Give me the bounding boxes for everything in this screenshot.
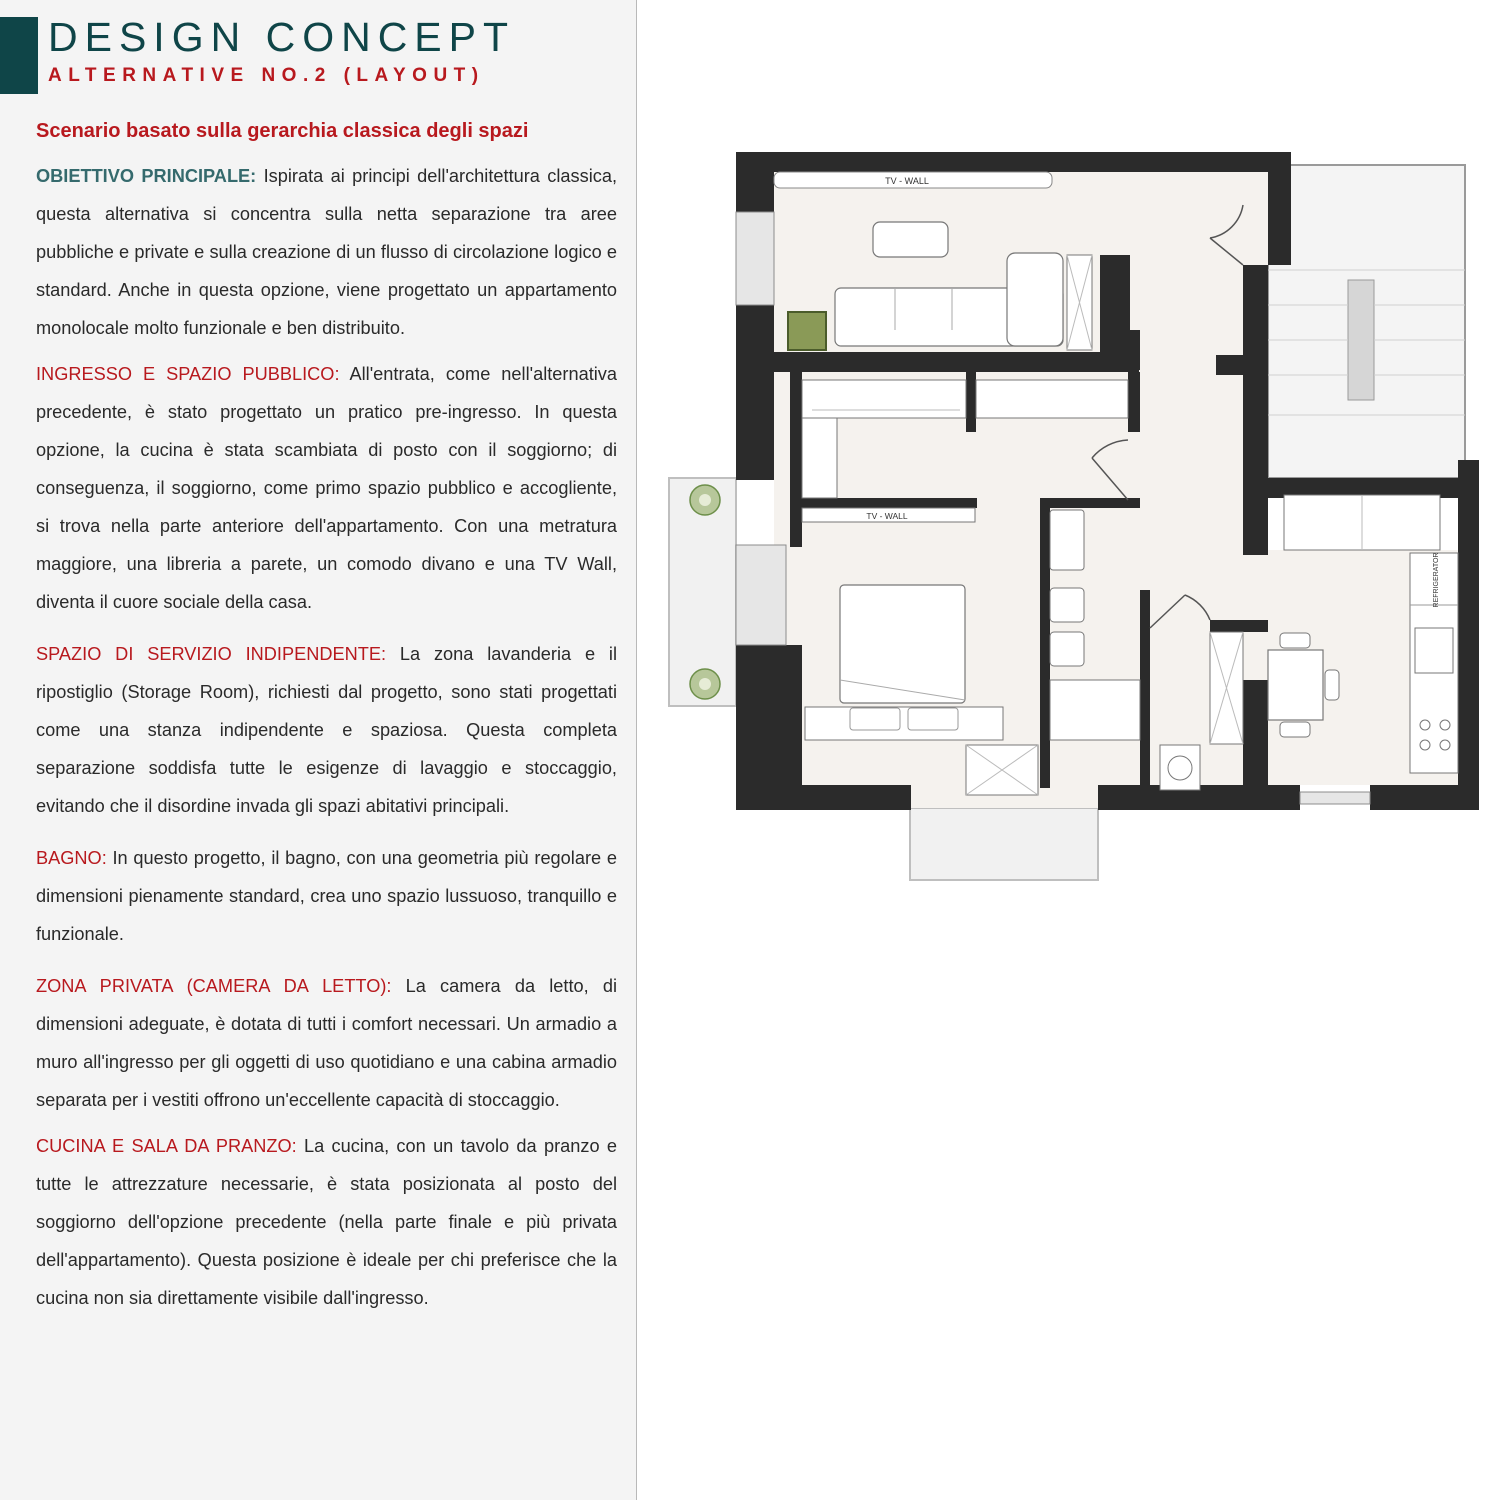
section-text: Ispirata ai principi dell'architettura classica, questa alternativa si concentra sulla netta separazione tra aree pubbliche e private e sulla creazione di un flusso di circolazione logico e standard. Anche in questa opzione, viene progettato un appartamento monolocale molto funzionale e ben distribuito. <box>36 166 618 338</box>
section-label: OBIETTIVO PRINCIPALE: <box>36 166 257 186</box>
section-label: ZONA PRIVATA (CAMERA DA LETTO): <box>36 976 392 996</box>
refrigerator-label: REFRIGERATOR <box>1433 552 1440 608</box>
tv-wall-label-bedroom: TV - WALL <box>866 511 908 521</box>
text-panel <box>0 0 637 1500</box>
description-body <box>36 120 617 1325</box>
scenario-heading: Scenario basato sulla gerarchia classica degli spazi <box>36 120 529 142</box>
section-text: All'entrata, come nell'alternativa precedente, è stato progettato un pratico pre-ingresso. In questa opzione, la cucina è stata scambiata di posto con il soggiorno; di conseguenza, il soggiorno, come primo spazio pubblico e accogliente, si trova nella parte anteriore dell'appartamento. Con una metratura maggiore, una libreria a parete, un comodo divano e una TV Wall, diventa il cuore sociale della casa. <box>36 364 617 612</box>
floor-plan <box>660 140 1500 900</box>
section-text: In questo progetto, il bagno, con una geometria più regolare e dimensioni pienamente standard, crea uno spazio lussuoso, tranquillo e funzionale. <box>36 848 617 944</box>
bookshelf <box>1067 255 1092 350</box>
plant-icon <box>690 485 720 515</box>
section-label: INGRESSO E SPAZIO PUBBLICO: <box>36 364 340 384</box>
entrance-closet <box>976 380 1128 418</box>
section-label: CUCINA E SALA DA PRANZO: <box>36 1136 297 1156</box>
section-obiettivo <box>36 157 617 347</box>
title-accent-bar <box>0 17 38 94</box>
section-text: La zona lavanderia e il ripostiglio (Storage Room), richiesti dal progetto, sono stati progettati come una stanza indipendente e spaziosa. Questa completa separazione soddisfa tutte le esigenze di lavaggio e stoccaggio, evitando che il disordine invada gli spazi abitativi principali. <box>36 644 617 816</box>
section-label: BAGNO: <box>36 848 107 868</box>
coffee-table <box>873 222 948 257</box>
section-ingresso <box>36 355 617 621</box>
section-bagno <box>36 839 617 953</box>
section-text: La camera da letto, di dimensioni adeguate, è dotata di tutti i comfort necessari. Un armadio a muro all'ingresso per gli oggetti di uso quotidiano e una cabina armadio separata per i vestiti offrono un'eccellente capacità di stoccaggio. <box>36 976 617 1110</box>
page-title: DESIGN CONCEPT <box>48 14 516 60</box>
section-text: La cucina, con un tavolo da pranzo e tutte le attrezzature necessarie, è stata posizionata al posto del soggiorno dell'opzione precedente (nella parte finale e più privata dell'appartamento). Questa posizione è ideale per chi preferisce che la cucina non sia direttamente visibile dall'ingresso. <box>36 1136 617 1308</box>
staircase <box>1268 165 1465 478</box>
entrance-platform <box>910 808 1098 880</box>
plant-icon <box>690 669 720 699</box>
plant-icon <box>788 312 826 350</box>
section-cucina <box>36 1127 617 1317</box>
tv-wall-label-living: TV - WALL <box>885 176 929 186</box>
page-subtitle: ALTERNATIVE NO.2 (LAYOUT) <box>48 65 485 86</box>
section-servizio <box>36 635 617 825</box>
section-camera <box>36 967 617 1119</box>
kitchen-cabinet <box>1284 495 1440 550</box>
section-label: SPAZIO DI SERVIZIO INDIPENDENTE: <box>36 644 387 664</box>
floor-plan-drawing <box>660 140 1500 900</box>
